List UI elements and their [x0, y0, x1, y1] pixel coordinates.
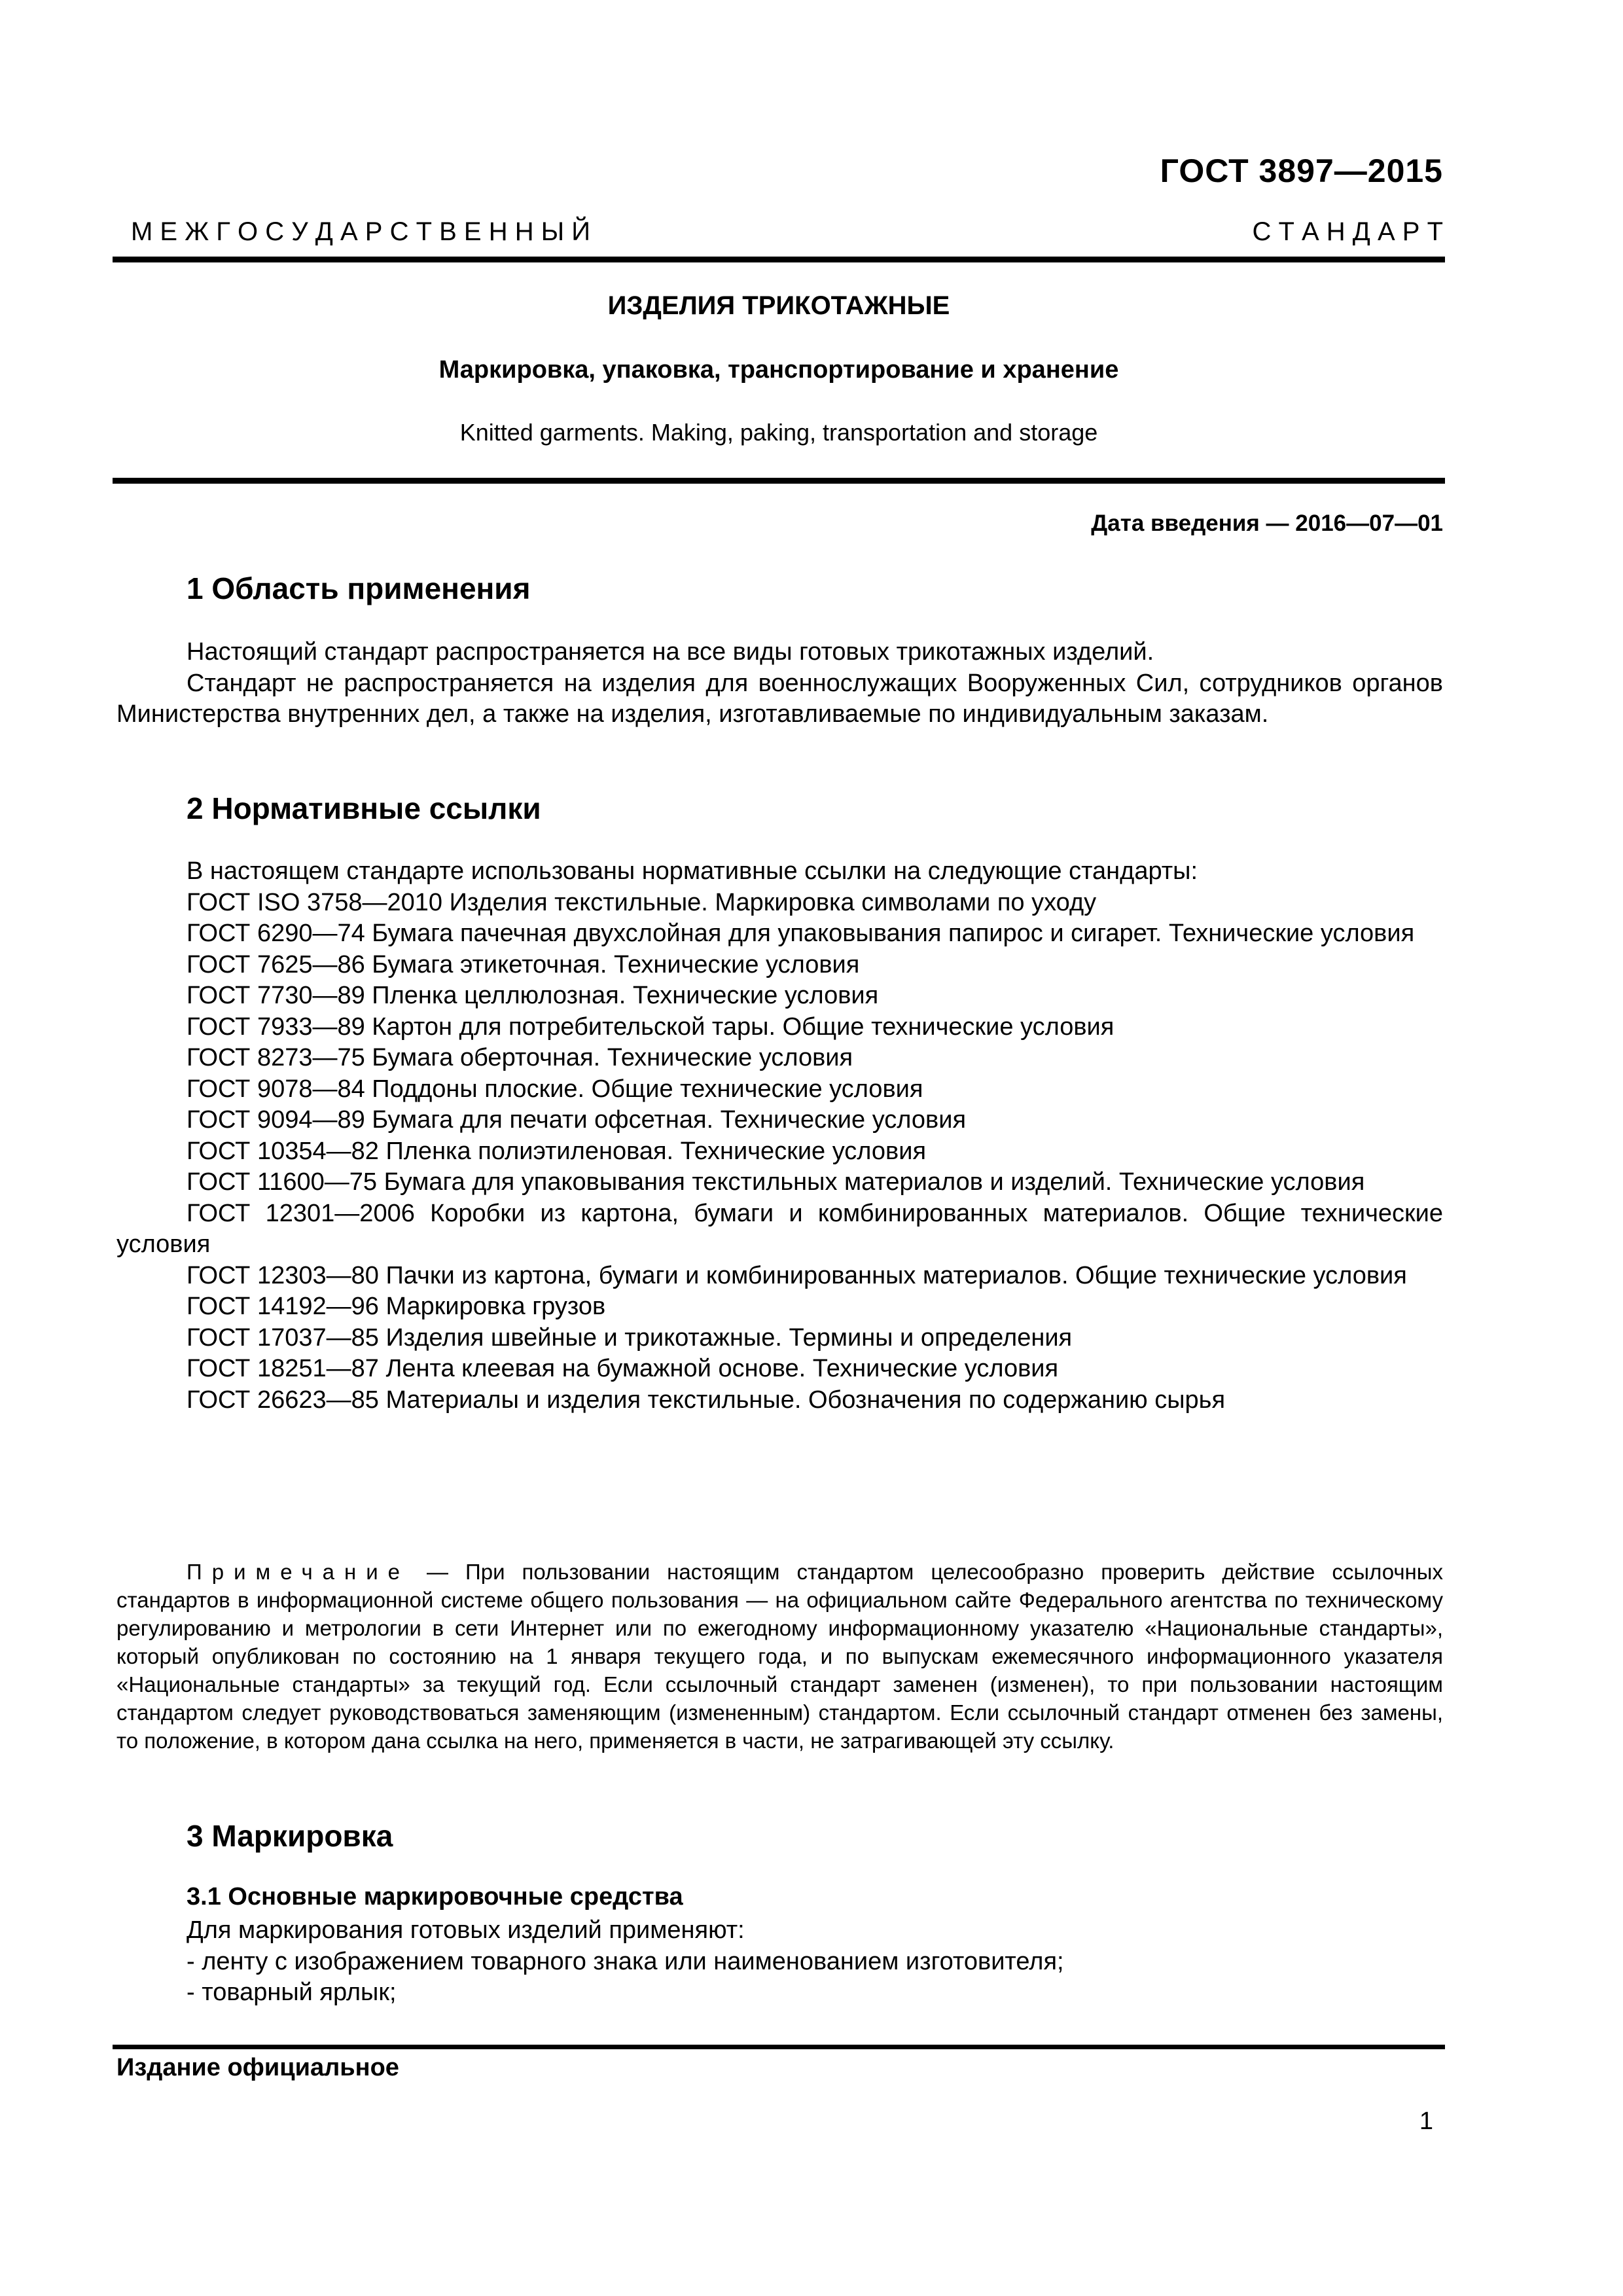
reference-item: ГОСТ 9094—89 Бумага для печати офсетная. Технические условия [187, 1106, 967, 1134]
note-label: Примечание [187, 1560, 410, 1584]
section-3-body [187, 1915, 1443, 2009]
reference-item: ГОСТ 10354—82 Пленка полиэтиленовая. Технические условия [187, 1137, 927, 1165]
document-number: ГОСТ 3897—2015 [1160, 152, 1443, 189]
subsection-3-1-heading: 3.1 Основные маркировочные средства [187, 1883, 683, 1910]
reference-item: ГОСТ 17037—85 Изделия швейные и трикотажные. Термины и определения [187, 1323, 1073, 1352]
section-1-heading: 1 Область применения [187, 571, 531, 605]
paragraph: Для маркирования готовых изделий применяют: [187, 1916, 745, 1944]
section-1-body [116, 637, 1443, 730]
section-2-heading: 2 Нормативные ссылки [187, 791, 541, 825]
reference-item: ГОСТ 12301—2006 Коробки из картона, бумаги и комбинированных материалов. Общие технические условия [116, 1199, 1443, 1258]
reference-item: ГОСТ 7933—89 Картон для потребительской тары. Общие технические условия [187, 1013, 1115, 1041]
list-item: - товарный ярлык; [187, 1979, 397, 2006]
reference-item: ГОСТ 11600—75 Бумага для упаковывания текстильных материалов и изделий. Технические условия [187, 1168, 1365, 1196]
reference-item: ГОСТ 9078—84 Поддоны плоские. Общие технические условия [187, 1075, 923, 1103]
page-number: 1 [1419, 2108, 1433, 2135]
section-2-body [116, 856, 1443, 1416]
banner-interstate: М Е Ж Г О С У Д А Р С Т В Е Н Н Ы Й [131, 217, 590, 246]
note-paragraph [116, 1558, 1443, 1755]
reference-item: ГОСТ 18251—87 Лента клеевая на бумажной основе. Технические условия [187, 1355, 1059, 1382]
reference-item: ГОСТ 14192—96 Маркировка грузов [187, 1293, 606, 1320]
document-english-title: Knitted garments. Making, paking, transportation and storage [459, 419, 1098, 446]
document-subtitle: Маркировка, упаковка, транспортирование и хранение [438, 356, 1119, 384]
official-edition-label: Издание официальное [116, 2054, 399, 2081]
standard-type-banner [131, 217, 1443, 247]
title-rule [113, 478, 1445, 484]
reference-item: ГОСТ 8273—75 Бумага оберточная. Технические условия [187, 1044, 853, 1071]
paragraph: Настоящий стандарт распространяется на все виды готовых трикотажных изделий. [187, 638, 1154, 666]
reference-item: ГОСТ 26623—85 Материалы и изделия текстильные. Обозначения по содержанию сырья [187, 1386, 1226, 1414]
banner-standard: С Т А Н Д А Р Т [1252, 217, 1443, 246]
section-3-heading: 3 Маркировка [187, 1819, 393, 1853]
reference-item: ГОСТ 12303—80 Пачки из картона, бумаги и комбинированных материалов. Общие технические условия [187, 1261, 1407, 1289]
reference-item: ГОСТ 6290—74 Бумага пачечная двухслойная для упаковывания папирос и сигарет. Технические условия [187, 920, 1415, 947]
document-title: ИЗДЕЛИЯ ТРИКОТАЖНЫЕ [607, 291, 950, 320]
footer-rule [113, 2045, 1445, 2049]
list-item: - ленту с изображением товарного знака или наименованием изготовителя; [187, 1947, 1064, 1975]
header-rule [113, 257, 1445, 262]
reference-item: ГОСТ 7625—86 Бумага этикеточная. Технические условия [187, 950, 860, 978]
reference-item: ГОСТ 7730—89 Пленка целлюлозная. Технические условия [187, 982, 879, 1009]
introduction-date: Дата введения — 2016—07—01 [1091, 511, 1443, 536]
paragraph: Стандарт не распространяется на изделия для военнослужащих Вооруженных Сил, сотрудников органов Министерства внутренних дел, а также на изделия, изготавливаемые по индивидуальным заказам. [116, 669, 1443, 728]
note-text: — При пользовании настоящим стандартом целесообразно проверить действие ссылочных стандартов в информационной системе общего пользования — на официальном сайте Федерального агентства по техническому регулированию и метрологии в сети Интернет или по ежегодному информационному указателю «Национальные стандарты», который опубликован по состоянию на 1 января текущего года, и по выпускам ежемесячного информационного указателя «Национальные стандарты» за текущий год. Если ссылочный стандарт заменен (изменен), то при пользовании настоящим стандартом следует руководствоваться заменяющим (измененным) стандартом. Если ссылочный стандарт отменен без замены, то положение, в котором дана ссылка на него, применяется в части, не затрагивающей эту ссылку. [116, 1560, 1443, 1753]
reference-item: ГОСТ ISO 3758—2010 Изделия текстильные. Маркировка символами по уходу [187, 888, 1097, 916]
paragraph: В настоящем стандарте использованы нормативные ссылки на следующие стандарты: [187, 857, 1198, 885]
note-block [116, 1558, 1443, 1755]
